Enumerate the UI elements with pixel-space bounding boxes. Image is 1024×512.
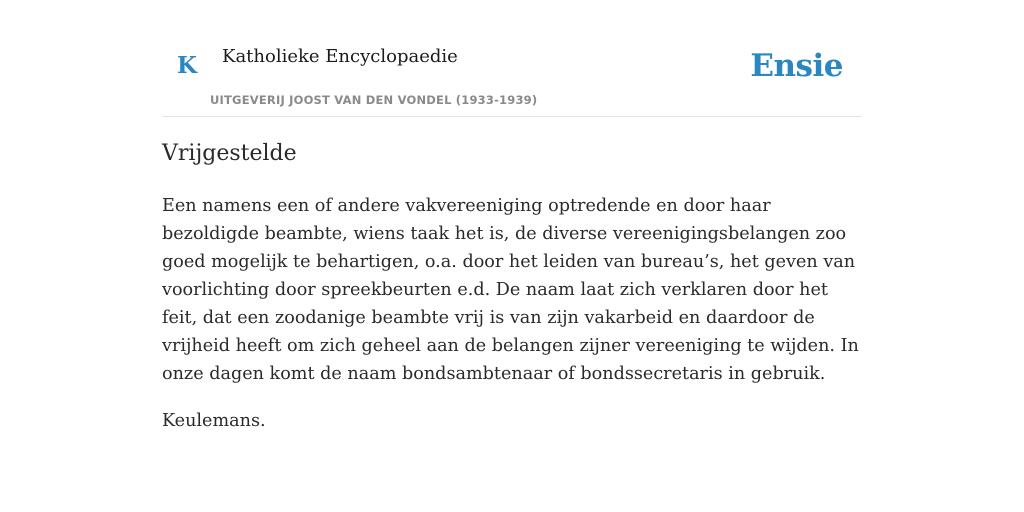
site-title[interactable]: Katholieke Encyclopaedie [222, 46, 458, 67]
entry-body: Een namens een of andere vakvereeniging optredende en door haar bezoldigde beambte, wiens taak het is, de diverse vereenigingsbelangen zoo goed mogelijk te behartigen, o.a. door het leiden van bureau’s, het geven van voorlichting door spreekbeurten e.d. De naam laat zich verklaren door het feit, dat een zoodanige beambte vrij is van zijn vakarbeid en daardoor de vrijheid heeft om zich geheel aan de belangen zijner vereeniging te wijden. In onze dagen komt de naam bondsambtenaar of bondssecretaris in gebruik. [162, 196, 859, 384]
entry-author: Keulemans. [162, 411, 266, 431]
ensie-brand-logo[interactable]: Ensie [750, 48, 843, 84]
entry-title: Vrijgestelde [162, 141, 297, 166]
header [162, 0, 862, 117]
encyclopedia-logo[interactable]: K [177, 52, 197, 79]
page-container [162, 0, 862, 431]
publisher-subtitle: UITGEVERIJ JOOST VAN DEN VONDEL (1933-1939) [210, 93, 538, 107]
